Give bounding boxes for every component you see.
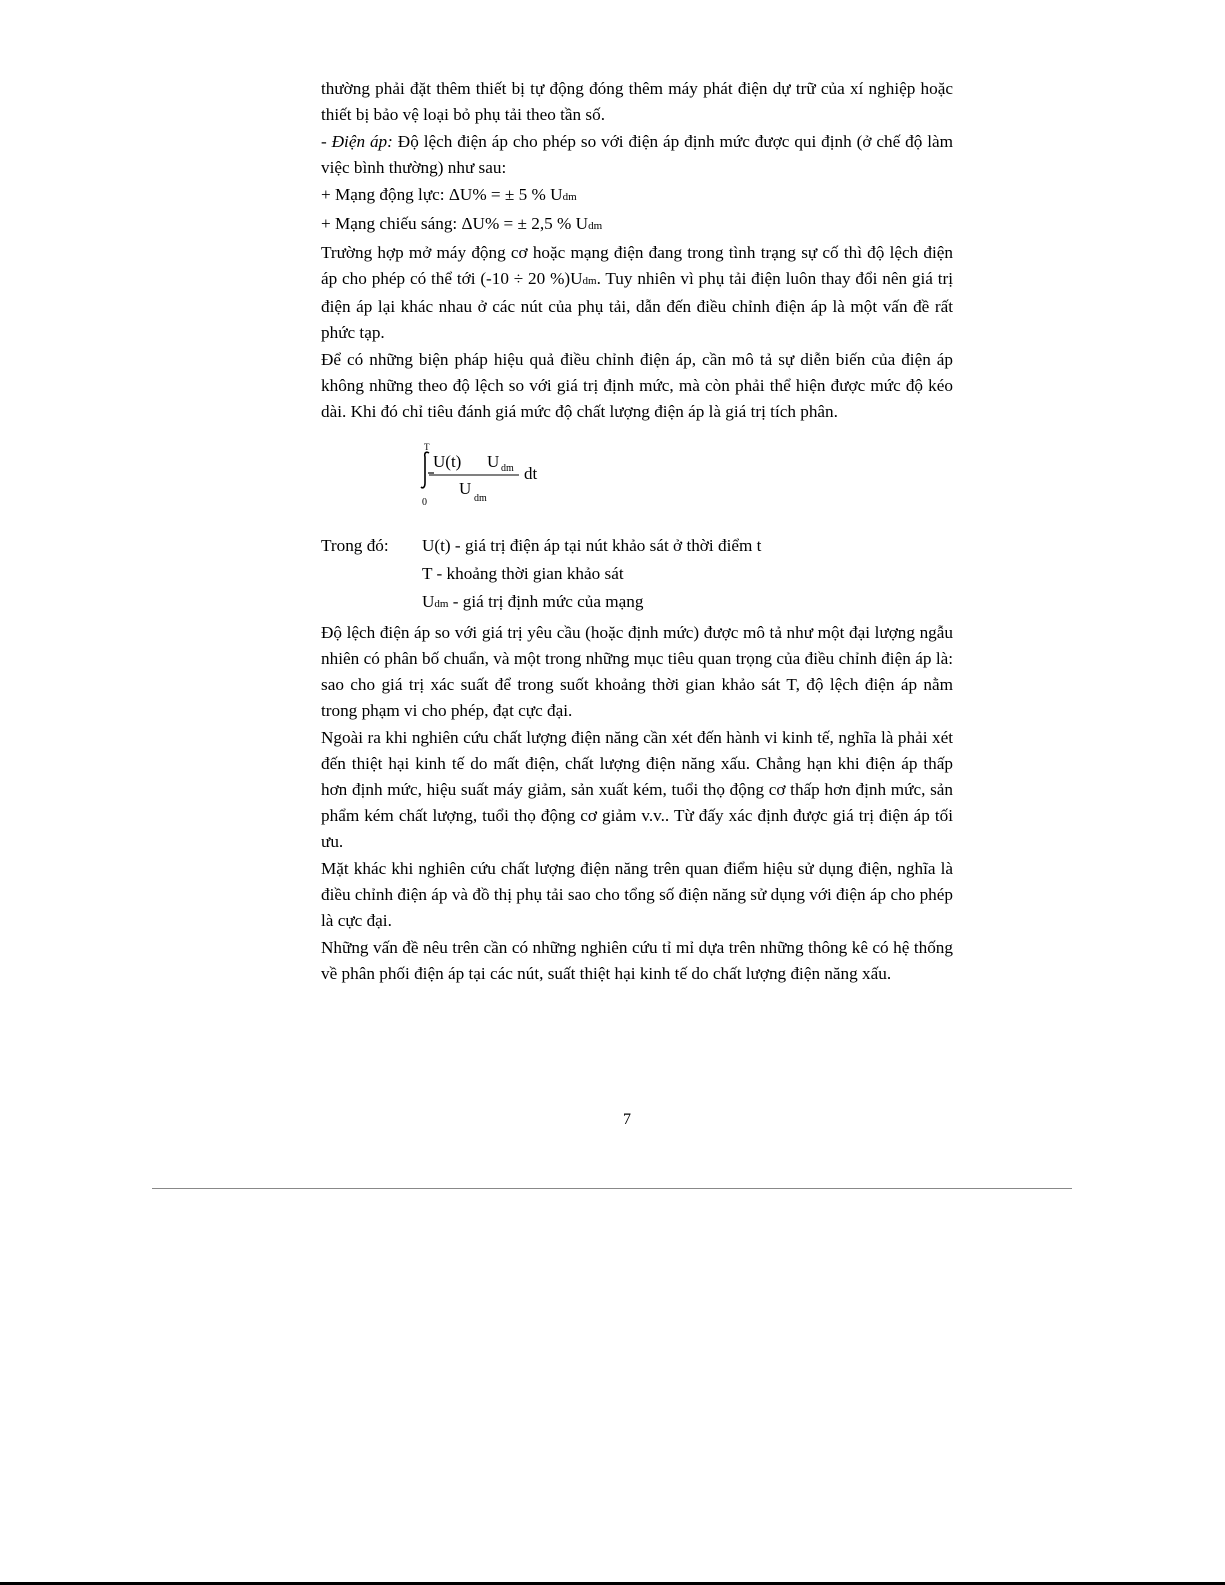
subscript-dm: dm — [588, 220, 603, 232]
startup-text-b: . Tuy nhiên vì phụ tải điện luôn thay đổi nên giá trị điện áp lại khác nhau ở các nút của phụ tải, dẫn đến điều chỉnh điện áp là một vấn đề rất phức tạp. — [321, 269, 953, 342]
power-network-text: + Mạng động lực: ΔU% = ± 5 % U — [321, 185, 563, 204]
paragraph-deviation: Độ lệch điện áp so với giá trị yêu cầu (hoặc định mức) được mô tả như một đại lượng ngẫu nhiên có phân bố chuẩn, và một trong những mục tiêu quan trọng của điều chỉnh điện áp là: sao cho giá trị xác suất để trong suốt khoảng thời gian khảo sát T, độ lệch điện áp nằm trong phạm vi cho phép, đạt cực đại. — [321, 623, 953, 720]
denominator-sub-dm: dm — [474, 493, 487, 504]
integral-formula-svg — [417, 433, 577, 513]
definitions-block — [321, 532, 953, 618]
definition-ut: U(t) - giá trị điện áp tại nút khảo sát ở thời điểm t — [422, 536, 762, 555]
power-network-line — [321, 182, 953, 210]
paragraph-usage: Mặt khác khi nghiên cứu chất lượng điện năng trên quan điểm hiệu sử dụng điện, nghĩa là điều chỉnh điện áp và đồ thị phụ tải sao cho tổng số điện năng sử dụng với điện áp cho phép là cực đại. — [321, 859, 953, 930]
subscript-dm: dm — [434, 598, 449, 610]
paragraph-integral-intro: Để có những biện pháp hiệu quả điều chỉnh điện áp, cần mô tả sự diễn biến của điện áp không những theo độ lệch so với giá trị định mức, mà còn phải thể hiện được mức độ kéo dài. Khi đó chỉ tiêu đánh giá mức độ chất lượng điện áp là giá trị tích phân. — [321, 350, 953, 421]
page-number: 7 — [623, 1111, 631, 1128]
paragraph-research: Những vấn đề nêu trên cần có những nghiên cứu tỉ mỉ dựa trên những thông kê có hệ thống về phân phối điện áp tại các nút, suất thiệt hại kinh tế do chất lượng điện năng xấu. — [321, 938, 953, 983]
voltage-label: - Điện áp: — [321, 132, 393, 151]
integral-formula — [321, 433, 953, 531]
paragraph-economic: Ngoài ra khi nghiên cứu chất lượng điện năng cần xét đến hành vi kinh tế, nghĩa là phải xét đến thiệt hại kinh tế do mất điện, chất lượng điện năng xấu. Chẳng hạn khi điện áp thấp hơn định mức, hiệu suất máy giảm, sản xuất kém, tuổi thọ động cơ thấp hơn định mức, sản phẩm kém chất lượng, tuổi thọ động cơ giảm v.v.. Từ đấy xác định được giá trị điện áp tối ưu. — [321, 728, 953, 851]
subscript-dm: dm — [562, 191, 577, 203]
definition-udm — [321, 588, 953, 618]
subscript-dm: dm — [582, 275, 597, 287]
lighting-network-text: + Mạng chiếu sáng: ΔU% = ± 2,5 % U — [321, 214, 589, 233]
integral-upper-limit: T — [424, 442, 430, 452]
definition-t: T - khoảng thời gian khảo sát — [422, 564, 624, 583]
numerator-sub-dm: dm — [501, 463, 514, 474]
paragraph-startup — [321, 240, 953, 346]
udm-symbol: U — [422, 592, 435, 611]
denominator-u: U — [459, 479, 472, 498]
udm-description: - giá trị định mức của mạng — [448, 592, 644, 611]
voltage-text: Độ lệch điện áp cho phép so với điện áp định mức được qui định (ở chế độ làm việc bình thường) như sau: — [321, 132, 954, 177]
numerator-u: U — [487, 452, 500, 471]
paragraph-1: thường phải đặt thêm thiết bị tự động đóng thêm máy phát điện dự trữ của xí nghiệp hoặc thiết bị bảo vệ loại bỏ phụ tải theo tần số. — [321, 79, 953, 124]
document-body — [321, 76, 953, 988]
differential-dt: dt — [524, 464, 538, 483]
paragraph-voltage — [321, 129, 953, 181]
numerator-u-t: U(t) — [433, 452, 462, 471]
definitions-lead: Trong đó: — [321, 536, 389, 555]
startup-text-a: Trường hợp mở máy động cơ hoặc mạng điện đang trong tình trạng sự cố thì độ lệch điện áp cho phép có thể tới (-10 ÷ 20 %)U — [321, 243, 953, 288]
page-divider — [152, 1188, 1072, 1189]
integral-lower-limit: 0 — [422, 497, 427, 508]
integral-sign — [421, 452, 429, 488]
lighting-network-line — [321, 211, 953, 239]
